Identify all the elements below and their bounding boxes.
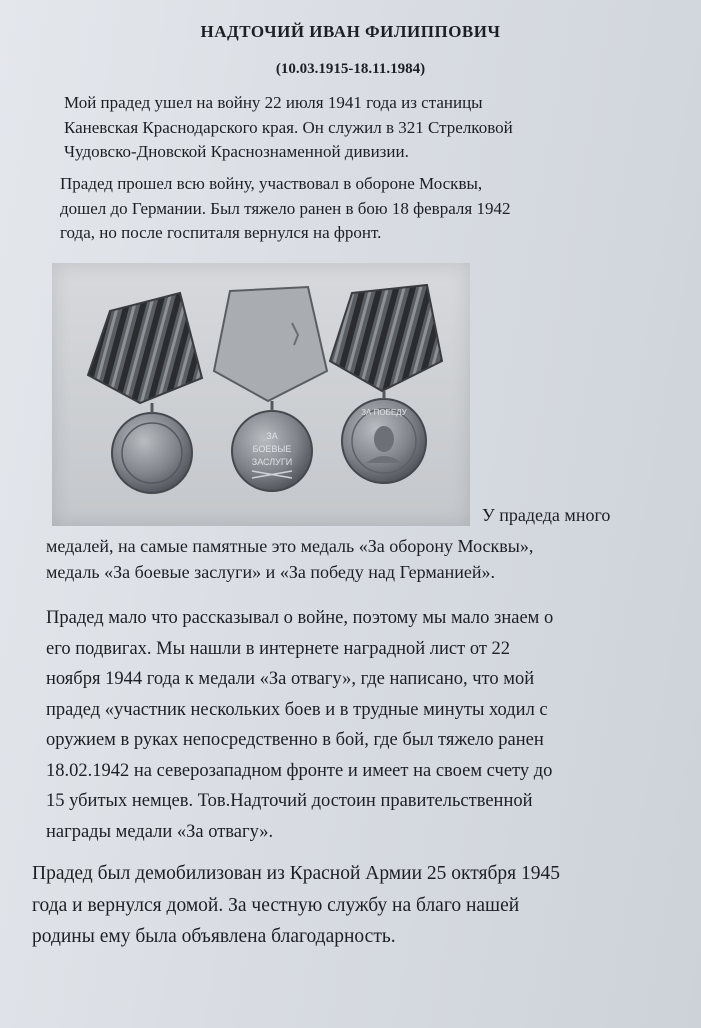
text-line: ноября 1944 года к медали «За отвагу», где написано, что мой xyxy=(46,669,535,689)
text-line: его подвигах. Мы нашли в интернете наградной лист от 22 xyxy=(46,638,511,659)
text-line: Мой прадед ушел на войну 22 июля 1941 года из станицы xyxy=(64,93,483,112)
medal-inscription: ЗА xyxy=(266,431,278,441)
medal-for-combat-merit xyxy=(214,287,327,491)
life-dates: (10.03.1915-18.11.1984) xyxy=(275,61,426,77)
medals-photo xyxy=(52,263,470,526)
text-line: оружием в руках непосредственно в бой, где был тяжело ранен xyxy=(46,730,544,750)
text-line: Каневская Краснодарского края. Он служил в 321 Стрелковой xyxy=(64,117,513,137)
medal-defense-of-moscow xyxy=(88,293,202,493)
text-line: Прадед был демобилизован из Красной Армии 25 октября 1945 xyxy=(32,863,560,884)
text-line: прадед «участник нескольких боев и в трудные минуты ходил с xyxy=(46,699,548,720)
text-line: дошел до Германии. Был тяжело ранен в бою 18 февраля 1942 xyxy=(60,198,511,218)
caption-line: медалей, на самые памятные это медаль «За оборону Москвы», xyxy=(46,536,534,556)
text-line: года и вернулся домой. За честную службу на благо нашей xyxy=(32,894,520,916)
text-line: Прадед мало что рассказывал о войне, поэтому мы мало знаем о xyxy=(46,608,554,628)
caption-line: медаль «За боевые заслуги» и «За победу над Германией». xyxy=(46,562,495,582)
text-line: 15 убитых немцев. Тов.Надточий достоин правительственной xyxy=(46,791,533,811)
medal-inscription: ЗАСЛУГИ xyxy=(251,457,293,467)
paragraph-demobilization xyxy=(32,858,692,953)
text-line: Чудовско-Дновской Краснознаменной дивизии. xyxy=(64,142,409,161)
medal-for-victory-over-germany xyxy=(330,285,442,483)
text-line: года, но после госпиталя вернулся на фронт. xyxy=(60,223,382,242)
medals-photo-icon xyxy=(52,263,470,526)
paragraph-award-sheet xyxy=(46,603,696,847)
text-line: награды медали «За отвагу». xyxy=(46,821,274,842)
text-line: Прадед прошел всю войну, участвовал в обороне Москвы, xyxy=(60,174,483,193)
medal-inscription: ЗА ПОБЕДУ xyxy=(361,408,407,417)
page-title: НАДТОЧИЙ ИВАН ФИЛИППОВИЧ xyxy=(200,22,501,41)
caption-line: У прадеда много xyxy=(482,505,611,525)
paragraph-war-path xyxy=(60,172,650,246)
medal-inscription: БОЕВЫЕ xyxy=(252,444,292,454)
text-line: 18.02.1942 на северозападном фронте и имеет на своем счету до xyxy=(46,760,553,781)
paragraph-service xyxy=(64,91,654,165)
text-line: родины ему была объявлена благодарность. xyxy=(32,926,396,947)
